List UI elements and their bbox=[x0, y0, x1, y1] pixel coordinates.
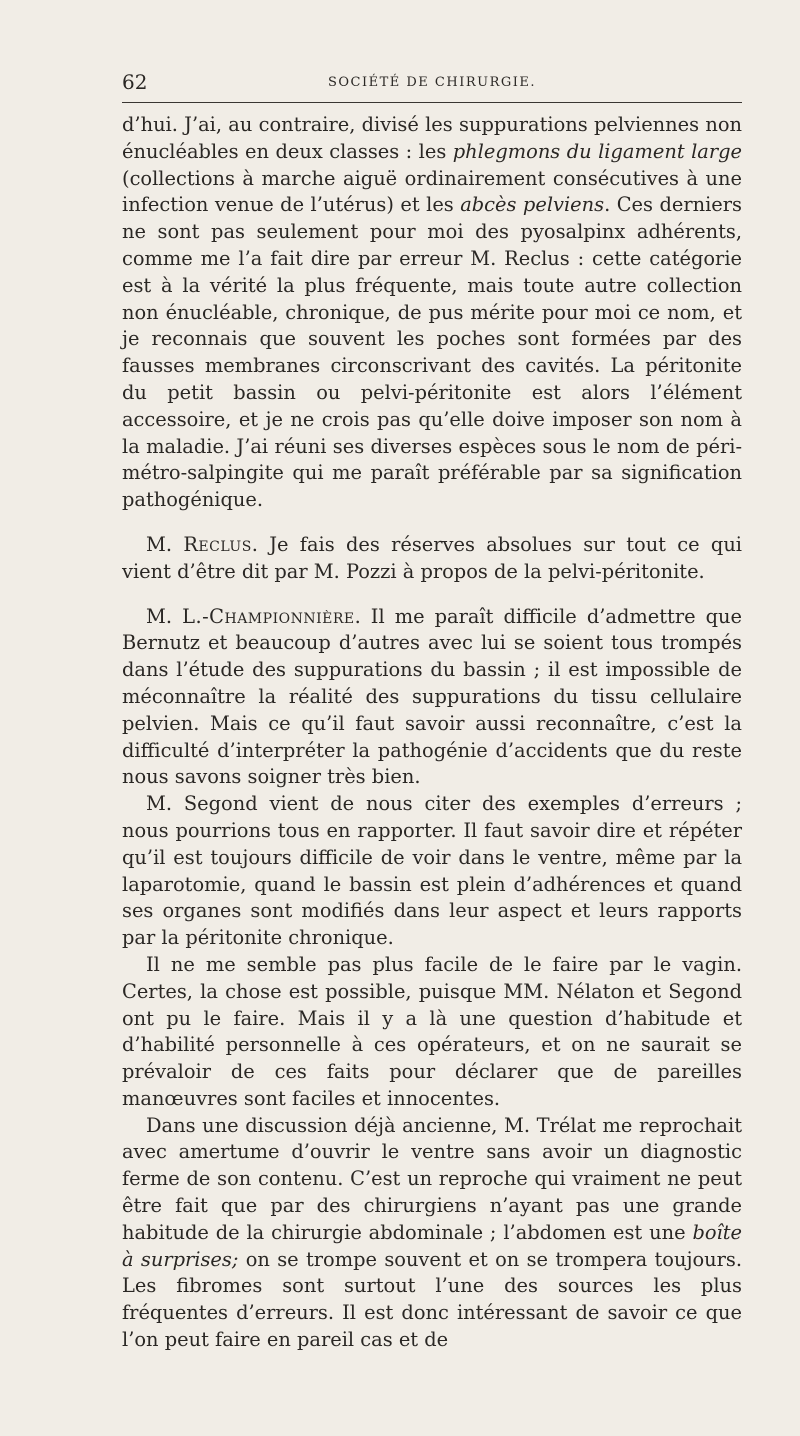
header-rule bbox=[122, 102, 742, 103]
italic-term: abcès pelviens bbox=[460, 193, 605, 217]
text-run: (collections à marche aiguë ordinairement consécutives à une infection venue de l’utérus) et les bbox=[122, 166, 742, 217]
text-run: on se trompe souvent et on se trompera toujours. Les fibromes sont surtout l’une des sources les plus fréquentes d’erreurs. Il est donc intéressant de savoir ce que l’on peut faire en pareil cas et de bbox=[122, 1247, 743, 1352]
running-head: SOCIÉTÉ DE CHIRURGIE. bbox=[327, 75, 537, 90]
speaker-prefix: M. bbox=[146, 532, 184, 556]
text-run: . Ces derniers ne sont pas seulement pour moi des pyosalpinx adhérents, comme me l’a fait dire par erreur M. Reclus : cette catégorie est à la vérité la plus fréquente, mais toute autre collection non énucléable, chronique, de pus mérite pour moi ce nom, et je reconnais que souvent les poches sont formées par des fausses membranes circonscrivant des cavités. La péritonite du petit bassin ou pelvi-péritonite est alors l’élément accessoire, et je ne crois pas qu’elle doive imposer son nom à la maladie. J’ai réuni ses diverses espèces sous le nom de péri-métro-salpingite qui me paraît préférable par sa signification pathogénique. bbox=[122, 193, 742, 512]
speaker-prefix: M. bbox=[146, 604, 183, 628]
italic-term: phlegmons du ligament large bbox=[452, 139, 742, 163]
text-run: d’hui. J’ai, au contraire, divisé les suppurations pelviennes non énucléables en deux classes : les bbox=[122, 113, 742, 163]
paragraph-continuation bbox=[122, 112, 742, 514]
paragraph-trelat bbox=[122, 1113, 742, 1354]
paragraph-reclus bbox=[122, 532, 742, 586]
page-header bbox=[122, 70, 742, 96]
italic-term: boîte à surprises; bbox=[122, 1220, 742, 1271]
paragraph-segond: M. Segond vient de nous citer des exemples d’erreurs ; nous pourrions tous en rapporter. Il faut savoir dire et répéter qu’il est toujours difficile de voir dans le ventre, même par la laparotomie, quand le bassin est plein d’adhérences et quand ses organes sont modifiés dans leur aspect et leurs rapports par la péritonite chronique. bbox=[122, 792, 742, 950]
text-run: Dans une discussion déjà ancienne, M. Trélat me reprochait avec amertume d’ouvrir le ventre sans avoir un diagnostic ferme de son contenu. C’est un reproche qui vraiment ne peut être fait que par des chirurgiens n’ayant pas une grande habitude de la chirurgie abdominale ; l’abdomen est une bbox=[122, 1113, 742, 1244]
text-run: . Il me paraît difficile d’admettre que Bernutz et beaucoup d’autres avec lui se soient tous trompés dans l’étude des suppurations du bassin ; il est impossible de méconnaître la réalité des suppurations du tissu cellulaire pelvien. Mais ce qu’il faut savoir aussi reconnaître, c’est la difficulté d’interpréter la pathogénie d’accidents que du reste nous savons soigner très bien. bbox=[122, 604, 742, 789]
paragraph-championniere bbox=[122, 604, 742, 792]
paragraph-vagin: Il ne me semble pas plus facile de le faire par le vagin. Certes, la chose est possible, puisque MM. Nélaton et Segond ont pu le faire. Mais il y a là une question d’habitude et d’habilité personnelle à ces opérateurs, et on ne saurait se prévaloir de ces faits pour déclarer que de pareilles manœuvres sont faciles et innocentes. bbox=[122, 952, 742, 1110]
text-run: . Je fais des réserves absolues sur tout ce qui vient d’être dit par M. Pozzi à propos de la pelvi-péritonite. bbox=[122, 532, 743, 583]
body-text bbox=[122, 112, 742, 1354]
speaker-name: Reclus bbox=[183, 532, 252, 556]
page-number: 62 bbox=[122, 70, 148, 94]
speaker-name: L.-Championnière bbox=[182, 604, 355, 628]
